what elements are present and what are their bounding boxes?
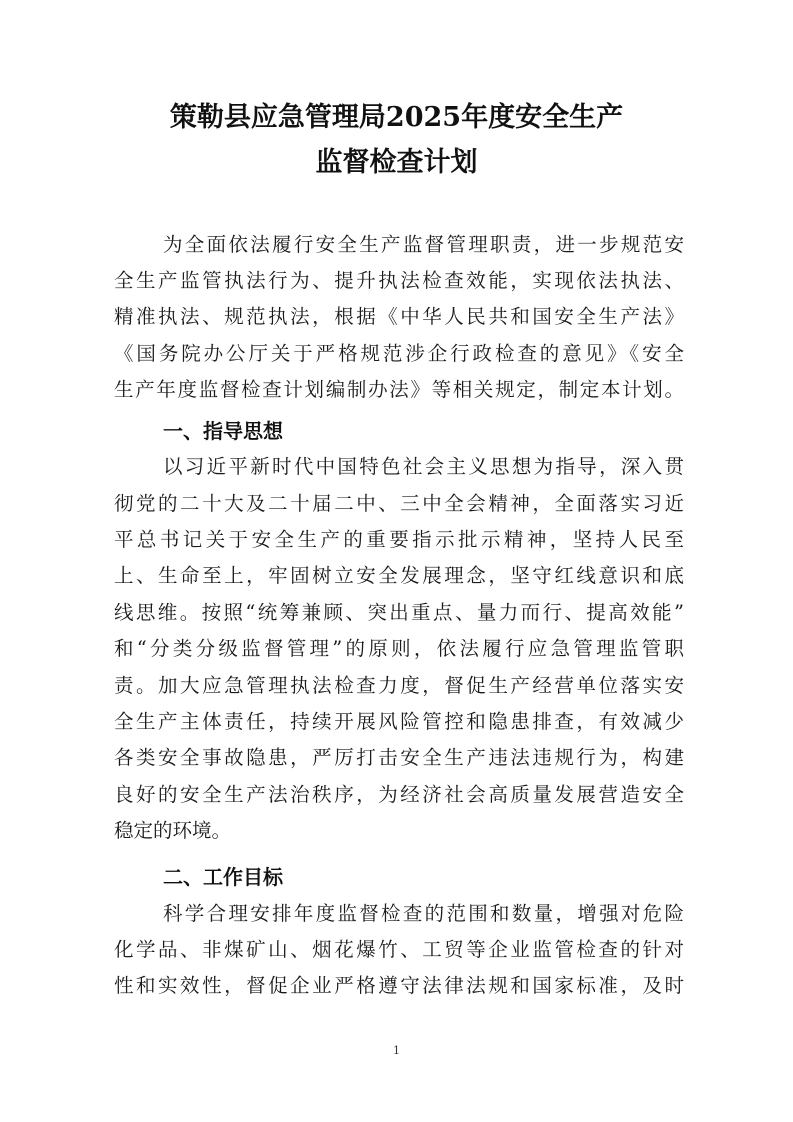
section1-line: 全生产主体责任，持续开展风险管控和隐患排查，有效减少 — [114, 710, 684, 733]
section1-line: 以习近平新时代中国特色社会主义思想为指导，深入贯 — [163, 455, 684, 478]
intro-line: 精准执法、规范执法，根据《中华人民共和国安全生产法》 — [114, 305, 684, 328]
section2-line: 科学合理安排年度监督检查的范围和数量，增强对危险 — [163, 902, 684, 925]
intro-line: 生产年度监督检查计划编制办法》等相关规定，制定本计划。 — [114, 378, 684, 401]
section1-line: 责。加大应急管理执法检查力度，督促生产经营单位落实安 — [114, 674, 684, 697]
section2-line: 化学品、非煤矿山、烟花爆竹、工贸等企业监管检查的针对 — [114, 938, 684, 961]
section1-line: 线思维。按照“统筹兼顾、突出重点、量力而行、提高效能” — [114, 601, 684, 624]
section-heading-guiding-ideology: 一、指导思想 — [163, 419, 283, 443]
section1-line: 平总书记关于安全生产的重要指示批示精神，坚持人民至 — [114, 528, 684, 551]
document-title-line-1: 策勒县应急管理局2025年度安全生产 — [169, 102, 624, 133]
section1-line: 稳定的环境。 — [114, 819, 232, 842]
section1-line: 和“分类分级监督管理”的原则，依法履行应急管理监管职 — [114, 637, 684, 660]
document-title-line-2: 监督检查计划 — [315, 147, 478, 178]
section1-line: 各类安全事故隐患，严厉打击安全生产违法违规行为，构建 — [114, 746, 684, 769]
section1-line: 彻党的二十大及二十届二中、三中全会精神，全面落实习近 — [114, 492, 684, 515]
section1-line: 上、生命至上，牢固树立安全发展理念，坚守红线意识和底 — [114, 564, 684, 587]
intro-line: 为全面依法履行安全生产监督管理职责，进一步规范安 — [163, 233, 684, 256]
page-number: 1 — [393, 1044, 400, 1057]
intro-line: 《国务院办公厅关于严格规范涉企行政检查的意见》《安全 — [114, 342, 684, 365]
section1-line: 良好的安全生产法治秩序，为经济社会高质量发展营造安全 — [114, 783, 684, 806]
section2-line: 性和实效性，督促企业严格遵守法律法规和国家标准，及时 — [114, 974, 684, 997]
section-heading-work-goals: 二、工作目标 — [163, 865, 283, 889]
intro-line: 全生产监管执法行为、提升执法检查效能，实现依法执法、 — [114, 269, 684, 292]
